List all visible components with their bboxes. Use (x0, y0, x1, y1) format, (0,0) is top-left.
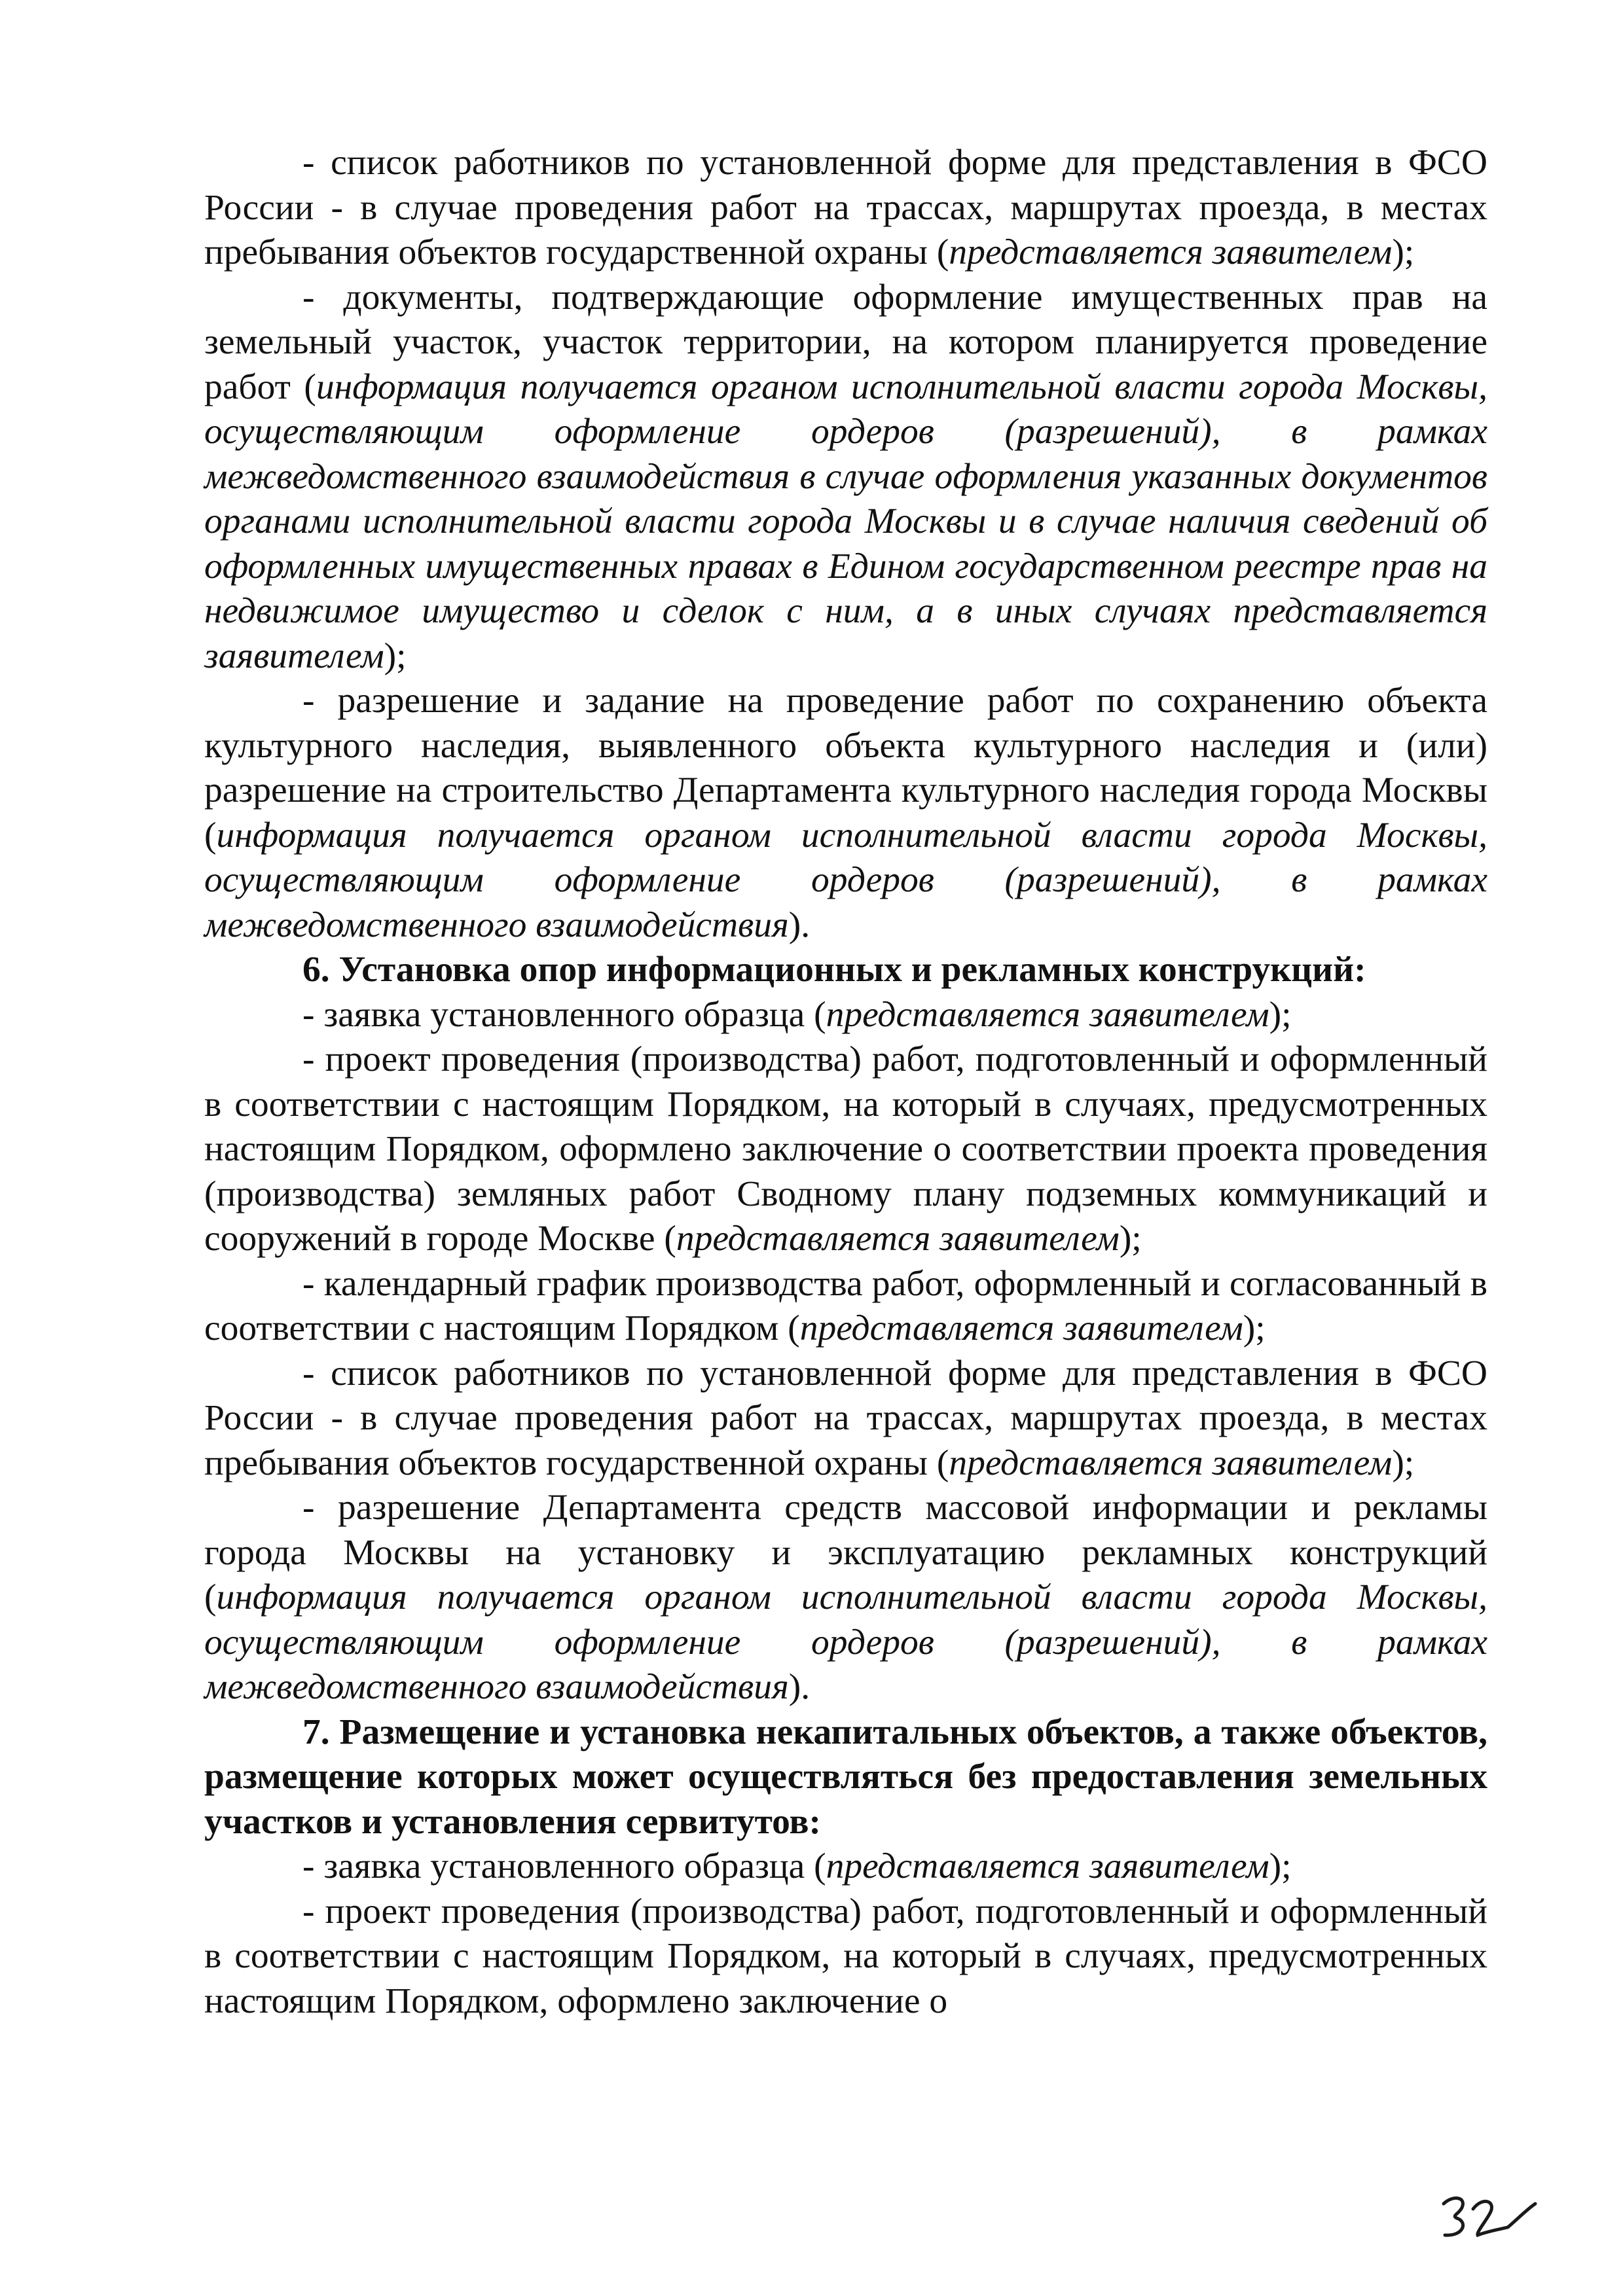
paragraph-text: - список работников по установленной форме для представления в ФСО России - в случае проведения работ на трассах, маршрутах проезда, в местах пребывания объектов государственной охраны ( (204, 143, 1487, 272)
paragraph-text: - разрешение и задание на проведение работ по сохранению объекта культурного наследия, выявленного объекта культурного наследия и (или) разрешение на строительство Департамента культурного наследия города Москвы ( (204, 681, 1487, 855)
section-heading-6: 6. Установка опор информационных и рекламных конструкций: (302, 950, 1366, 990)
paragraph-text: - заявка установленного образца ( (302, 1846, 826, 1886)
paragraph-text: - разрешение Департамента средств массовой информации и рекламы города Москвы на установку и эксплуатацию рекламных конструкций ( (204, 1488, 1487, 1617)
paragraph-closing: ); (1392, 1443, 1415, 1483)
paragraph-cultural-heritage-permit (204, 679, 1487, 948)
paragraph-italic-note: информация получается органом исполнительной власти города Москвы, осуществляющим оформление ордеров (разрешений), в рамках межведомственного взаимодействия (204, 815, 1487, 945)
paragraph-application-form-6 (204, 993, 1487, 1038)
paragraph-work-schedule-6 (204, 1262, 1487, 1352)
paragraph-text: - проект проведения (производства) работ, подготовленный и оформленный в соответствии с настоящим Порядком, на который в случаях, предусмотренных настоящим Порядком, оформлено заключение о (204, 1891, 1487, 2021)
paragraph-application-form-7 (204, 1844, 1487, 1890)
paragraph-closing: ); (1269, 1846, 1292, 1886)
paragraph-italic-note: представляется заявителем (676, 1219, 1120, 1259)
paragraph-closing: ); (1392, 232, 1415, 272)
section-heading-7: 7. Размещение и установка некапитальных объектов, а также объектов, размещение которых может осуществляться без предоставления земельных участков и установления сервитутов: (204, 1712, 1487, 1842)
paragraph-text: - список работников по установленной форме для представления в ФСО России - в случае проведения работ на трассах, маршрутах проезда, в местах пребывания объектов государственной охраны ( (204, 1353, 1487, 1483)
paragraph-italic-note: представляется заявителем (826, 994, 1269, 1035)
paragraph-closing: ). (788, 905, 811, 945)
paragraph-text: - проект проведения (производства) работ, подготовленный и оформленный в соответствии с настоящим Порядком, на который в случаях, предусмотренных настоящим Порядком, оформлено заключение о соответствии проекта проведения (производства) земляных работ Сводному плану подземных коммуникаций и сооружений в городе Москве ( (204, 1039, 1487, 1259)
paragraph-closing: ); (1269, 994, 1292, 1035)
paragraph-work-project-7 (204, 1890, 1487, 2024)
paragraph-italic-note: представляется заявителем (826, 1846, 1269, 1886)
paragraph-work-project-6 (204, 1037, 1487, 1262)
handwritten-page-number (1437, 2189, 1542, 2248)
paragraph-italic-note: представляется заявителем (799, 1308, 1243, 1348)
paragraph-closing: ); (1119, 1219, 1142, 1259)
paragraph-closing: ). (788, 1667, 811, 1707)
paragraph-italic-note: информация получается органом исполнительной власти города Москвы, осуществляющим оформление ордеров (разрешений), в рамках межведомственного взаимодействия (204, 1577, 1487, 1707)
paragraph-text: - документы, подтверждающие оформление имущественных прав на земельный участок, участок территории, на котором планируется проведение работ ( (204, 277, 1487, 407)
document-page (204, 141, 1487, 2024)
paragraph-italic-note: представляется заявителем (949, 232, 1393, 272)
paragraph-advertising-permit (204, 1486, 1487, 1710)
paragraph-italic-note: представляется заявителем (949, 1443, 1393, 1483)
paragraph-property-rights-documents (204, 276, 1487, 679)
paragraph-text: - календарный график производства работ, оформленный и согласованный в соответствии с настоящим Порядком ( (204, 1263, 1487, 1348)
paragraph-text: - заявка установленного образца ( (302, 994, 826, 1035)
paragraph-fso-list-1 (204, 141, 1487, 276)
paragraph-fso-list-2 (204, 1352, 1487, 1486)
paragraph-italic-note: информация получается органом исполнительной власти города Москвы, осуществляющим оформление ордеров (разрешений), в рамках межведомственного взаимодействия в случае оформления указанных документов органами исполнительной власти города Москвы и в случае наличия сведений об оформленных имущественных правах в Едином государственном реестре прав на недвижимое имущество и сделок с ним, а в иных случаях представляется заявителем (204, 367, 1487, 676)
paragraph-closing: ); (1243, 1308, 1266, 1348)
paragraph-closing: ); (384, 636, 407, 676)
